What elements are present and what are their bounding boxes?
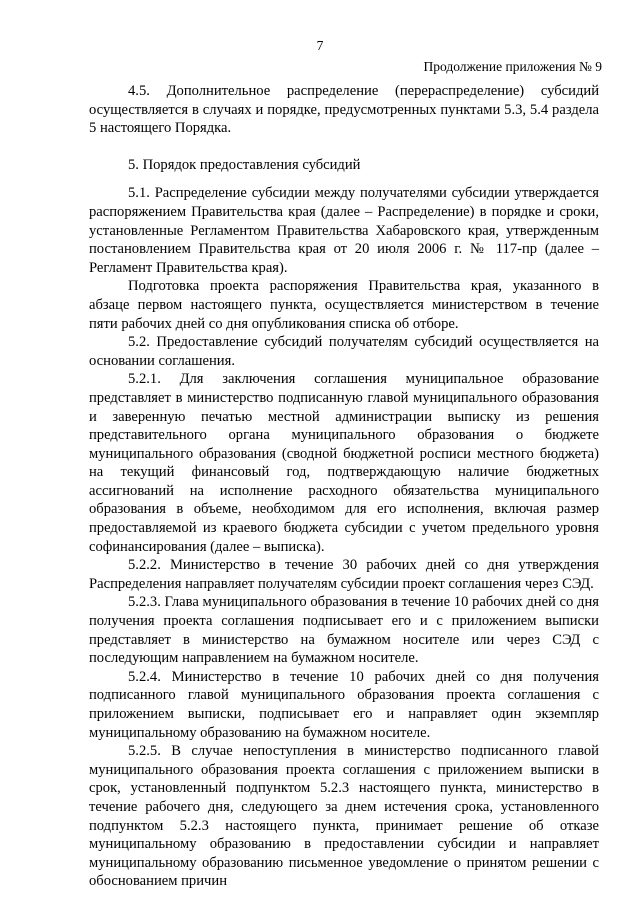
paragraph-5-2-4: 5.2.4. Министерство в течение 10 рабочих дней со дня получения подписанного главой муниципального образования проекта соглашения с приложением выписки, подписывает его и направляет один экземпляр муниципальному образованию на бумажном носителе. [89, 668, 599, 741]
section-heading-5: 5. Порядок предоставления субсидий [128, 156, 361, 173]
paragraph-5-2-3: 5.2.3. Глава муниципального образования в течение 10 рабочих дней со дня получения проекта соглашения подписывает его и с приложением выписки представляет в министерство на бумажном носителе или через СЭД с последующим направлением на бумажном носителе. [89, 594, 599, 667]
page-number: 7 [316, 38, 324, 53]
paragraph-5-1: 5.1. Распределение субсидии между получателями субсидии утверждается распоряжением Правительства края (далее – Распределение) в порядке и сроки, установленные Регламентом Правительства Хабаровского края, утвержденным постановлением Правительства края от 20 июля 2006 г. № 117-пр (далее – Регламент Правительства края). [89, 185, 599, 276]
document-body [89, 82, 599, 891]
appendix-continuation-note: Продолжение приложения № 9 [423, 59, 602, 74]
paragraph-5-2: 5.2. Предоставление субсидий получателям субсидий осуществляется на основании соглашения. [89, 334, 599, 369]
paragraph-5-1-second: Подготовка проекта распоряжения Правительства края, указанного в абзаце первом настоящего пункта, осуществляется министерством в течение пяти рабочих дней со дня опубликования списка об отборе. [89, 278, 599, 332]
paragraph-4-5: 4.5. Дополнительное распределение (перераспределение) субсидий осуществляется в случаях и порядке, предусмотренных пунктами 5.3, 5.4 раздела 5 настоящего Порядка. [89, 83, 599, 137]
paragraph-5-2-2: 5.2.2. Министерство в течение 30 рабочих дней со дня утверждения Распределения направляет получателям субсидии проект соглашения через СЭД. [89, 557, 599, 592]
paragraph-5-2-5: 5.2.5. В случае непоступления в министерство подписанного главой муниципального образования проекта соглашения с приложением выписки в срок, установленный подпунктом 5.2.3 настоящего пункта, министерство в течение рабочего дня, следующего за днем истечения срока, установленного подпунктом 5.2.3 настоящего пункта, принимает решение об отказе муниципальному образованию в предоставлении субсидии и направляет муниципальному образованию письменное уведомление о принятом решении с обоснованием причин [89, 743, 599, 890]
paragraph-5-2-1: 5.2.1. Для заключения соглашения муниципальное образование представляет в министерство подписанную главой муниципального образования и заверенную печатью местной администрации выписку из решения представительного органа муниципального образования о бюджете муниципального образования (сводной бюджетной росписи местного бюджета) на текущий финансовый год, подтверждающую наличие бюджетных ассигнований на исполнение расходного обязательства муниципального образования в объеме, необходимом для его исполнения, включая размер предоставляемой из краевого бюджета субсидии с учетом предельного уровня софинансирования (далее – выписка). [89, 371, 599, 555]
